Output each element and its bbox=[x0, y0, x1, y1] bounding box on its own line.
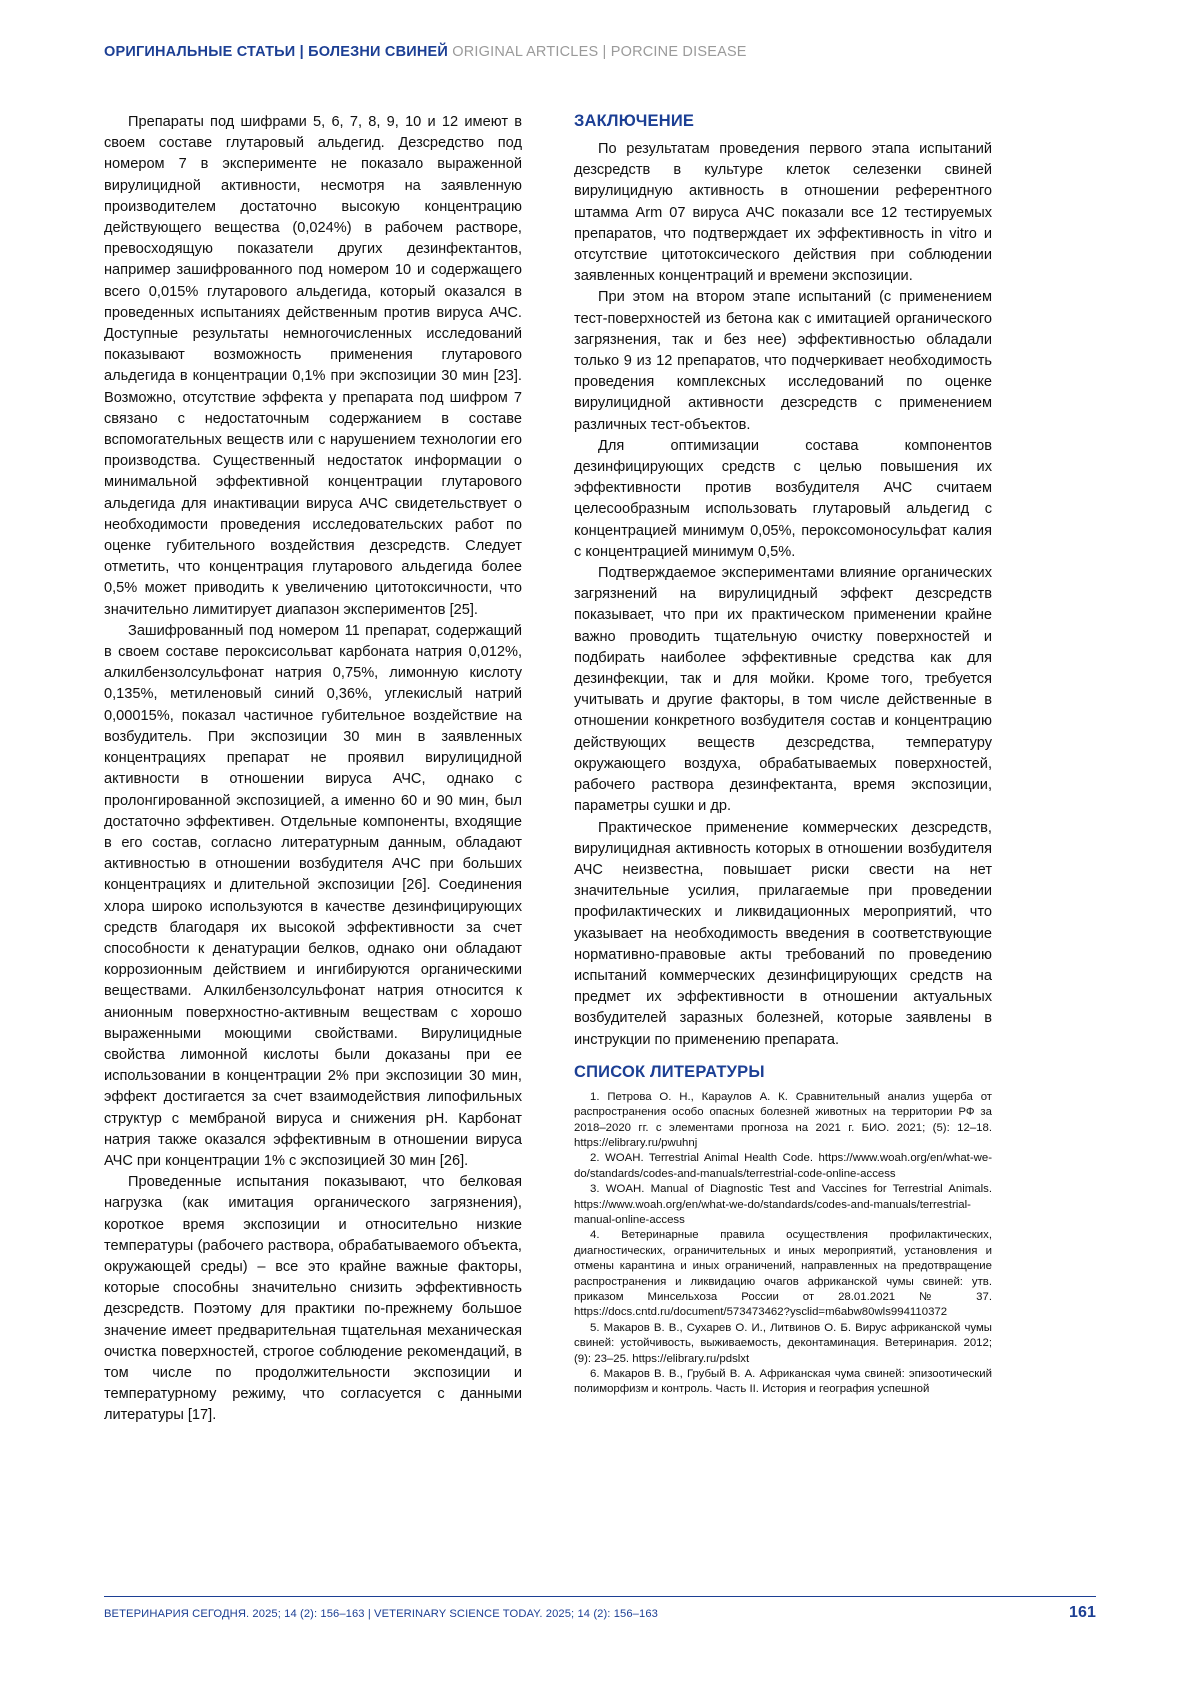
running-header-ru: ОРИГИНАЛЬНЫЕ СТАТЬИ | БОЛЕЗНИ СВИНЕЙ bbox=[104, 44, 449, 60]
paragraph: Зашифрованный под номером 11 препарат, содержащий в своем составе пероксисольват карбоната натрия 0,012%, алкилбензолсульфонат натрия 0,75%, лимонную кислоту 0,135%, метиленовый синий 0,36%, углекислый натрий 0,00015%, показал частичное губительное воздействие на возбудитель. При экспозиции 30 мин в заявленных концентрациях препарат не проявил вирулицидной активности в отношении вируса АЧС, однако с пролонгированной экспозицией, а именно 60 и 90 мин, был достаточно эффективен. Отдельные компоненты, входящие в его состав, согласно литературным данным, обладают активностью в отношении возбудителя АЧС при больших концентрациях и длительной экспозиции [26]. Соединения хлора широко используются в качестве дезинфицирующих средств благодаря их высокой эффективности за счет способности к денатурации белков, однако они обладают коррозионным действием и ингибируются органическими веществами. Алкилбензолсульфонат натрия относится к анионным поверхностно-активным веществам с хорошо выраженными моющими свойствами. Вирулицидные свойства лимонной кислоты были доказаны при ее использовании в концентрации 2% при экспозиции 30 мин, эффект достигается за счет взаимодействия липофильных структур с мембраной вируса и снижения рН. Карбонат натрия также оказался эффективным в отношении вируса АЧС при концентрации 1% с экспозицией 30 мин [26]. bbox=[104, 622, 522, 1169]
references-list bbox=[574, 1090, 992, 1398]
conclusion-heading: ЗАКЛЮЧЕНИЕ bbox=[574, 112, 695, 130]
left-column bbox=[104, 112, 522, 1427]
two-column-body bbox=[104, 112, 1096, 1542]
paragraph: По результатам проведения первого этапа испытаний дезсредств в культуре клеток селезенки свиней вирулицидную активность в отношении референтного штамма Arm 07 вируса АЧС показали все 12 тестируемых препаратов, что подтверждает их эффективность in vitro и отсутствие цитотоксического действия при соблюдении заявленных концентраций и времени экспозиции. bbox=[574, 141, 992, 285]
reference-item: 4. Ветеринарные правила осуществления профилактических, диагностических, ограничительных и иных мероприятий, установления и отмены карантина и иных ограничений, направленных на предотвращение распространения и ликвидацию очагов африканской чумы свиней: утв. приказом Минсельхоза России от 28.01.2021 № 37. https://docs.cntd.ru/document/573473462?ysclid=m6abw80wls994110372 bbox=[574, 1229, 992, 1319]
running-header-en: ORIGINAL ARTICLES | PORCINE DISEASE bbox=[452, 44, 747, 60]
paragraph: Подтверждаемое экспериментами влияние органических загрязнений на вирулицидный эффект дезсредств показывает, что при их практическом применении крайне важно проводить тщательную очистку поверхностей и подбирать наиболее эффективные средства как для дезинфекции, так и для мойки. Кроме того, требуется учитывать и другие факторы, в том числе действенные в отношении конкретного возбудителя состав и концентрацию действующих веществ дезсредства, температуру окружающего воздуха, обрабатываемых поверхностей, рабочего раствора дезинфектанта, время экспозиции, параметры сушки и др. bbox=[574, 565, 992, 815]
reference-item: 2. WOAH. Terrestrial Animal Health Code. https://www.woah.org/en/what-we-do/standards/codes-and-manuals/terrestrial-code-online-access bbox=[574, 1152, 992, 1180]
reference-item: 1. Петрова О. Н., Караулов А. К. Сравнительный анализ ущерба от распространения особо опасных болезней животных на территории РФ за 2018–2020 гг. с элементами прогноза на 2021 г. БИО. 2021; (5): 12–18. https://elibrary.ru/pwuhnj bbox=[574, 1090, 992, 1149]
paragraph: При этом на втором этапе испытаний (с применением тест-поверхностей из бетона как с имитацией органического загрязнения, так и без нее) эффективностью обладали только 9 из 12 препаратов, что подчеркивает необходимость проведения комплексных исследований по оценке вирулицидной активности дезсредств с применением различных тест-объектов. bbox=[574, 289, 992, 433]
right-column bbox=[574, 112, 992, 1398]
running-header bbox=[104, 44, 1096, 60]
reference-item: 5. Макаров В. В., Сухарев О. И., Литвинов О. Б. Вирус африканской чумы свиней: устойчивость, выживаемость, деконтаминация. Ветеринария. 2012; (9): 23–25. https://elibrary.ru/pdslxt bbox=[574, 1321, 992, 1365]
reference-item: 3. WOAH. Manual of Diagnostic Test and Vaccines for Terrestrial Animals. https://www.woah.org/en/what-we-do/standards/codes-and-manuals/terrestrial-manual-online-access bbox=[574, 1183, 992, 1226]
page-footer bbox=[104, 1604, 1096, 1621]
references-heading: СПИСОК ЛИТЕРАТУРЫ bbox=[574, 1062, 765, 1081]
paragraph: Практическое применение коммерческих дезсредств, вирулицидная активность которых в отношении возбудителя АЧС неизвестна, повышает риски свести на нет значительные усилия, прилагаемые при проведении профилактических и ликвидационных мероприятий, что указывает на необходимость введения в соответствующие нормативно-правовые акты требований по проведению испытаний коммерческих дезинфицирующих средств на предмет их эффективности в отношении актуальных возбудителей заразных болезней, которые заявлены в инструкции по применению препарата. bbox=[574, 819, 992, 1048]
reference-item: 6. Макаров В. В., Грубый В. А. Африканская чума свиней: эпизоотический полиморфизм и контроль. Часть II. История и география успешной bbox=[574, 1368, 992, 1396]
page-number: 161 bbox=[1069, 1604, 1096, 1621]
paragraph: Препараты под шифрами 5, 6, 7, 8, 9, 10 и 12 имеют в своем составе глутаровый альдегид. Дезсредство под номером 7 в эксперименте не показало выраженной вирулицидной активности, несмотря на заявленную производителем достаточно высокую концентрацию действующего вещества (0,024%) в рабочем растворе, превосходящую показатели других дезинфектантов, например зашифрованного под номером 10 и содержащего всего 0,015% глутарового альдегида, который оказался в проведенных испытаниях действенным против вируса АЧС. Доступные результаты немногочисленных исследований показывают возможность применения глутарового альдегида в концентрации 0,1% при экспозиции 30 мин [23]. Возможно, отсутствие эффекта у препарата под шифром 7 связано с недостаточным содержанием в составе вспомогательных веществ или с нарушением технологии его производства. Существенный недостаток информации о минимальной эффективной концентрации глутарового альдегида для инактивации вируса АЧС свидетельствует о необходимости проведения исследовательских работ по оценке губительного воздействия дезсредств. Следует отметить, что концентрация глутарового альдегида более 0,5% может приводить к увеличению цитотоксичности, что значительно лимитирует диапазон экспериментов [25]. bbox=[104, 114, 522, 618]
footer-divider bbox=[104, 1596, 1096, 1597]
footer-citation: ВЕТЕРИНАРИЯ СЕГОДНЯ. 2025; 14 (2): 156–163 | VETERINARY SCIENCE TODAY. 2025; 14 (2): 156–163 bbox=[104, 1608, 658, 1620]
paragraph: Для оптимизации состава компонентов дезинфицирующих средств с целью повышения их эффективности против возбудителя АЧС считаем целесообразным использовать глутаровый альдегид с концентрацией минимум 0,05%, пероксомоносульфат калия с концентрацией минимум 0,5%. bbox=[574, 437, 992, 560]
paragraph: Проведенные испытания показывают, что белковая нагрузка (как имитация органического загрязнения), короткое время экспозиции и относительно низкие температуры (рабочего раствора, обрабатываемого объекта, окружающей среды) – все это крайне важные факторы, которые способны значительно снизить эффективность дезсредств. Поэтому для практики по-прежнему большое значение имеет предварительная тщательная механическая очистка поверхностей, строгое соблюдение рекомендаций, в том числе по продолжительности экспозиции и температурному режиму, что согласуется с данными литературы [17]. bbox=[104, 1174, 522, 1424]
